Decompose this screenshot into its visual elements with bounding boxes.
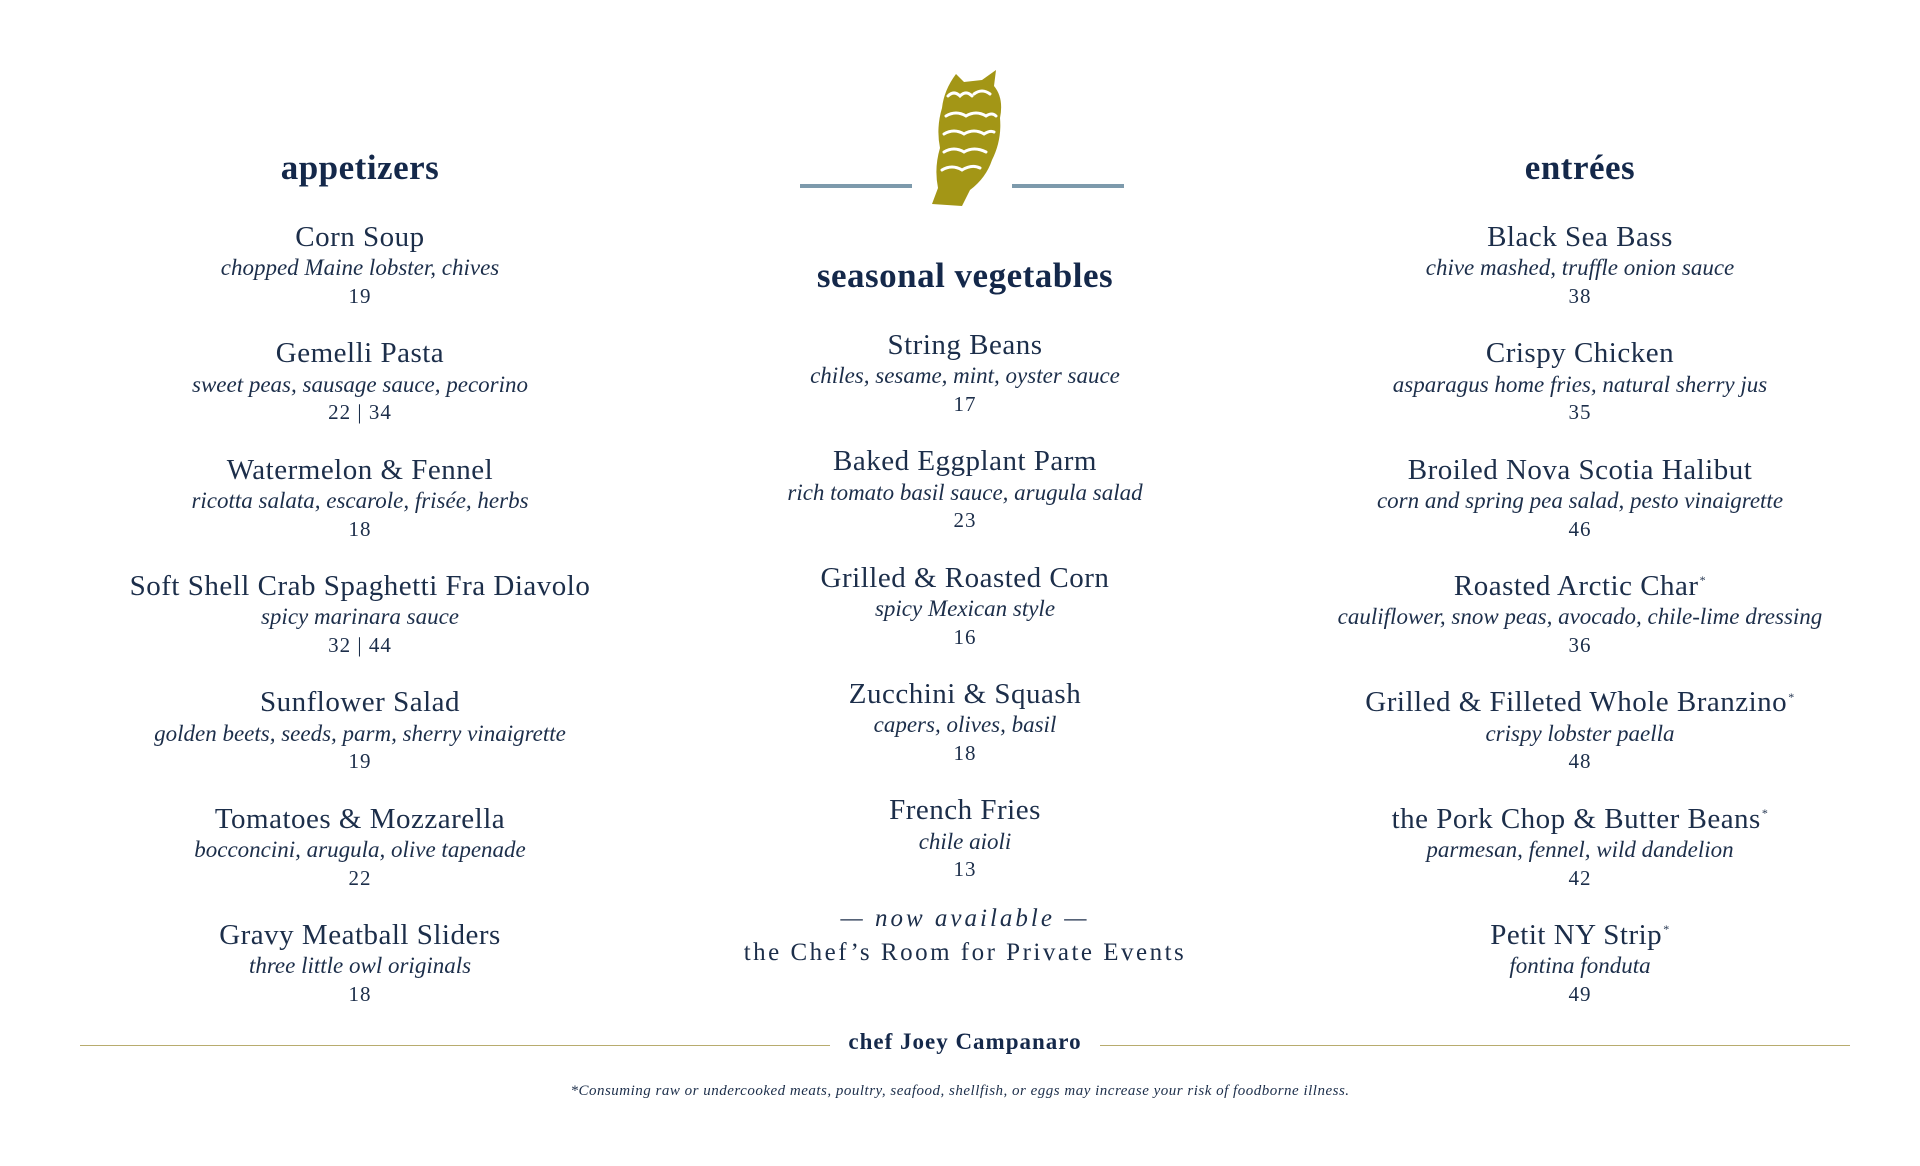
item-description: three little owl originals bbox=[248, 953, 472, 979]
chef-name: chef Joey Campanaro bbox=[848, 1029, 1082, 1054]
item-price: 22 bbox=[348, 865, 372, 890]
item-price: 48 bbox=[1568, 749, 1592, 774]
item-name: Baked Eggplant Parm bbox=[832, 445, 1097, 478]
item-price: 18 bbox=[953, 740, 977, 765]
item-description: asparagus home fries, natural sherry jus bbox=[1392, 371, 1768, 397]
logo-rule-right bbox=[1012, 184, 1124, 188]
chefs-room-text: the Chef’s Room for Private Events bbox=[743, 939, 1187, 966]
item-name: Gemelli Pasta bbox=[275, 337, 445, 370]
menu-item bbox=[1300, 337, 1860, 427]
item-name: Soft Shell Crab Spaghetti Fra Diavolo bbox=[129, 569, 591, 602]
menu-item bbox=[1300, 686, 1860, 776]
item-description: ricotta salata, escarole, frisée, herbs bbox=[191, 488, 529, 513]
menu-item bbox=[80, 454, 640, 544]
item-description: fontina fonduta bbox=[1509, 953, 1651, 979]
item-price: 35 bbox=[1568, 400, 1592, 425]
item-name bbox=[1300, 803, 1860, 836]
item-description: crispy lobster paella bbox=[1485, 720, 1675, 746]
item-name: Corn Soup bbox=[295, 221, 425, 253]
item-description: chopped Maine lobster, chives bbox=[220, 255, 500, 281]
menu-item bbox=[1300, 803, 1860, 893]
item-price: 36 bbox=[1568, 632, 1592, 657]
item-description: parmesan, fennel, wild dandelion bbox=[1426, 836, 1734, 862]
item-name: Zucchini & Squash bbox=[848, 677, 1082, 710]
item-description: spicy Mexican style bbox=[874, 596, 1056, 621]
item-description: bocconcini, arugula, olive tapenade bbox=[194, 836, 526, 862]
item-name: Sunflower Salad bbox=[260, 686, 460, 719]
now-available-text: — now available — bbox=[840, 905, 1090, 932]
item-price: 17 bbox=[953, 391, 977, 416]
item-name: Grilled & Roasted Corn bbox=[820, 561, 1110, 594]
entrees-heading: entrées bbox=[1524, 148, 1636, 187]
item-name: Black Sea Bass bbox=[1487, 221, 1673, 253]
owl-icon bbox=[930, 68, 1016, 208]
entrees-section bbox=[1300, 150, 1860, 1035]
menu-item bbox=[80, 919, 640, 1009]
menu-item bbox=[1300, 221, 1860, 311]
chef-rule-right bbox=[1100, 1045, 1850, 1046]
item-name: French Fries bbox=[889, 794, 1041, 827]
item-price: 46 bbox=[1568, 516, 1592, 541]
item-name: Watermelon & Fennel bbox=[226, 453, 494, 486]
chef-rule-left bbox=[80, 1045, 830, 1046]
item-name bbox=[1300, 570, 1860, 603]
appetizers-heading: appetizers bbox=[280, 148, 440, 187]
item-name-text: Petit NY Strip bbox=[1490, 918, 1663, 951]
item-name bbox=[1300, 919, 1860, 952]
raw-warning-star: * bbox=[1699, 573, 1707, 588]
item-price: 18 bbox=[348, 981, 372, 1006]
menu-item bbox=[80, 570, 640, 660]
item-name: Tomatoes & Mozzarella bbox=[214, 802, 506, 835]
menu-item bbox=[685, 678, 1245, 768]
item-description: capers, olives, basil bbox=[873, 712, 1057, 738]
item-name: String Beans bbox=[887, 329, 1043, 361]
private-events-notice bbox=[685, 905, 1245, 967]
logo-rule-left bbox=[800, 184, 912, 188]
raw-warning-star: * bbox=[1761, 805, 1769, 820]
item-name-text: Roasted Arctic Char bbox=[1453, 569, 1699, 602]
item-description: cauliflower, snow peas, avocado, chile-lime dressing bbox=[1337, 604, 1823, 630]
item-description: chive mashed, truffle onion sauce bbox=[1425, 255, 1735, 281]
vegetables-heading: seasonal vegetables bbox=[816, 256, 1114, 295]
item-price: 38 bbox=[1568, 283, 1592, 308]
item-price: 18 bbox=[348, 516, 372, 541]
menu-item bbox=[80, 337, 640, 427]
food-safety-disclaimer: *Consuming raw or undercooked meats, poultry, seafood, shellfish, or eggs may increase your risk of foodborne illness. bbox=[570, 1083, 1350, 1099]
item-price: 19 bbox=[348, 283, 372, 308]
item-name bbox=[1300, 686, 1860, 719]
menu-item bbox=[80, 221, 640, 311]
item-name: Crispy Chicken bbox=[1485, 337, 1675, 370]
item-description: sweet peas, sausage sauce, pecorino bbox=[192, 371, 528, 397]
item-description: spicy marinara sauce bbox=[260, 604, 460, 630]
menu-item bbox=[1300, 570, 1860, 660]
raw-warning-star: * bbox=[1788, 689, 1795, 704]
menu-item bbox=[80, 803, 640, 893]
item-price: 23 bbox=[953, 508, 977, 533]
item-price: 32 | 44 bbox=[328, 632, 392, 657]
owl-logo bbox=[800, 68, 1130, 208]
item-description: chile aioli bbox=[918, 828, 1012, 854]
menu-item bbox=[1300, 919, 1860, 1009]
item-description: golden beets, seeds, parm, sherry vinaigrette bbox=[154, 720, 566, 746]
vegetables-section bbox=[685, 258, 1245, 911]
menu-item bbox=[685, 794, 1245, 884]
menu-item bbox=[80, 686, 640, 776]
item-description: rich tomato basil sauce, arugula salad bbox=[787, 479, 1143, 505]
item-price: 13 bbox=[953, 857, 977, 882]
menu-item bbox=[1300, 454, 1860, 544]
appetizers-section bbox=[80, 150, 640, 1035]
item-price: 16 bbox=[953, 624, 977, 649]
item-name-text: Grilled & Filleted Whole Branzino bbox=[1365, 686, 1788, 719]
item-name: Broiled Nova Scotia Halibut bbox=[1407, 453, 1753, 486]
menu-item bbox=[685, 329, 1245, 419]
raw-warning-star: * bbox=[1663, 922, 1670, 937]
item-name-text: the Pork Chop & Butter Beans bbox=[1391, 802, 1761, 835]
menu-item bbox=[685, 445, 1245, 535]
item-price: 42 bbox=[1568, 865, 1592, 890]
item-price: 19 bbox=[348, 749, 372, 774]
item-price: 22 | 34 bbox=[328, 400, 392, 425]
menu-item bbox=[685, 562, 1245, 652]
item-description: chiles, sesame, mint, oyster sauce bbox=[810, 363, 1120, 389]
item-price: 49 bbox=[1568, 981, 1592, 1006]
item-description: corn and spring pea salad, pesto vinaigrette bbox=[1376, 488, 1784, 513]
item-name: Gravy Meatball Sliders bbox=[219, 918, 501, 951]
